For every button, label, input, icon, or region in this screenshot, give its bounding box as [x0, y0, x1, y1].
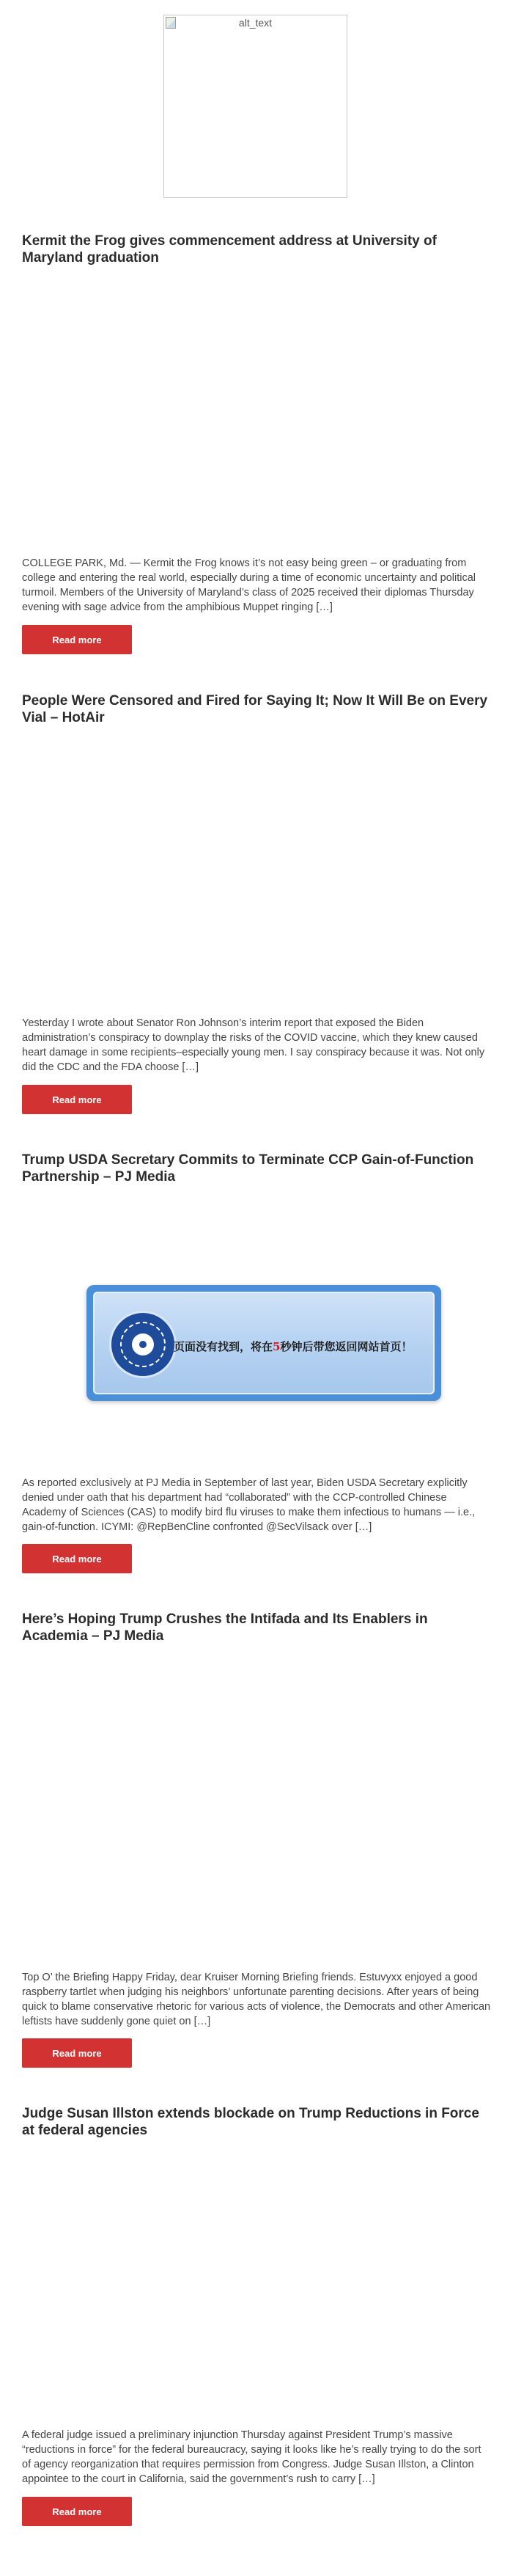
article-card	[22, 1611, 491, 2059]
article-excerpt: Yesterday I wrote about Senator Ron Johnson’s interim report that exposed the Biden administration’s conspiracy to downplay the risks of the COVID vaccine, which they knew caused heart damage in some recipients–especially young men. I say conspiracy because it was. Not only did the CDC and the FDA choose […]	[22, 1017, 485, 1073]
read-more-button[interactable]: Read more	[22, 1544, 132, 1573]
article-card	[22, 1152, 491, 1565]
article-image	[22, 2149, 491, 2413]
article-excerpt: COLLEGE PARK, Md. — Kermit the Frog knows it’s not easy being green – or graduating from college and entering the real world, especially during a time of economic uncertainty and political turmoil. Members of the University of Maryland’s class of 2025 received their diplomas Thursday evening with sage advice from the amphibious Muppet ringing […]	[22, 557, 476, 613]
academy-seal-logo	[109, 1311, 177, 1378]
article-title[interactable]: Judge Susan Illston extends blockade on Trump Reductions in Force at federal agencies	[22, 2106, 479, 2138]
article-title[interactable]: People Were Censored and Fired for Saying It; Now It Will Be on Every Vial – HotAir	[22, 693, 488, 725]
article-image	[22, 277, 491, 541]
article-card	[22, 2105, 491, 2517]
read-more-button[interactable]: Read more	[22, 2497, 132, 2526]
article-card	[22, 692, 491, 1105]
article-title[interactable]: Here’s Hoping Trump Crushes the Intifada and Its Enablers in Academia – PJ Media	[22, 1611, 428, 1644]
broken-image-icon	[166, 17, 176, 29]
error-404-banner	[86, 1285, 441, 1401]
article-image	[22, 736, 491, 1000]
not-found-message: 页面没有找到，将在5秒钟后带您返回网站首页！	[174, 1340, 413, 1353]
article-title[interactable]: Trump USDA Secretary Commits to Terminate CCP Gain-of-Function Partnership – PJ Media	[22, 1152, 474, 1185]
read-more-button[interactable]: Read more	[22, 2038, 132, 2068]
article-title[interactable]: Kermit the Frog gives commencement address at University of Maryland graduation	[22, 233, 437, 266]
article-image	[22, 1285, 491, 1401]
article-excerpt: A federal judge issued a preliminary injunction Thursday against President Trump’s massive “reductions in force” for the federal bureaucracy, saying it looks like he’s really trying to do the sort of agency reorganization that requires permission from Congress. Judge Susan Illston, a Clinton appointee to the court in California, said the government’s rush to carry […]	[22, 2429, 481, 2485]
article-excerpt: As reported exclusively at PJ Media in September of last year, Biden USDA Secretary explicitly denied under oath that his department had “collaborated” with the CCP-controlled Chinese Academy of Sciences (CAS) to modify bird flu viruses to make them infectious to humans — i.e., gain-of-function. ICYMI: @RepBenCline confronted @SecVilsack over […]	[22, 1477, 476, 1533]
article-image	[22, 1655, 491, 1919]
header-image-alt: alt_text	[238, 17, 273, 29]
article-card	[22, 233, 491, 645]
read-more-button[interactable]: Read more	[22, 625, 132, 654]
article-excerpt: Top O’ the Briefing Happy Friday, dear Kruiser Morning Briefing friends. Estuvyxx enjoyed a good raspberry tartlet when judging his neighbors’ unfortunate parenting decisions. After years of being quick to blame conservative rhetoric for various acts of violence, the Democrats and other American leftists have suddenly gone quiet on […]	[22, 1972, 491, 2027]
read-more-button[interactable]: Read more	[22, 1085, 132, 1114]
header-image	[163, 15, 347, 198]
